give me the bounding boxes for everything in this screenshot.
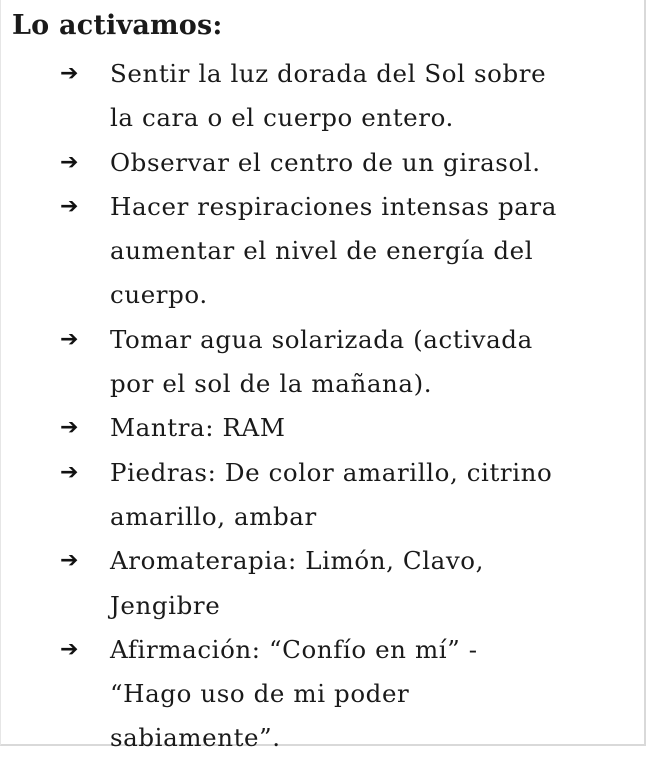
list-item-line: Mantra: RAM (110, 413, 286, 443)
list-item (60, 52, 645, 141)
list-item-line: Observar el centro de un girasol. (110, 147, 541, 177)
list-item-line: sabiamente”. (110, 723, 281, 753)
right-arrow-icon: ➔ (60, 326, 79, 352)
section-heading: Lo activamos: (12, 10, 223, 41)
right-arrow-icon: ➔ (60, 459, 79, 485)
list-item-line: amarillo, ambar (110, 501, 317, 531)
list-item-line: “Hago uso de mi poder (110, 679, 410, 709)
right-arrow-icon: ➔ (60, 193, 79, 219)
activation-list (60, 52, 645, 761)
list-item (60, 185, 645, 318)
right-arrow-icon: ➔ (60, 636, 79, 662)
list-item-line: la cara o el cuerpo entero. (110, 103, 454, 133)
list-item-line: Aromaterapia: Limón, Clavo, (110, 546, 485, 576)
list-item-text (110, 141, 645, 185)
list-item-line: cuerpo. (110, 280, 208, 310)
list-item-line: Tomar agua solarizada (activada (110, 324, 533, 354)
list-item (60, 141, 645, 185)
list-item-line: aumentar el nivel de energía del (110, 236, 534, 266)
list-item-text (110, 52, 645, 141)
list-item-line: Jengibre (110, 590, 221, 620)
list-item-text (110, 185, 645, 318)
list-item (60, 628, 645, 761)
list-item (60, 451, 645, 540)
list-item-line: por el sol de la mañana). (110, 369, 433, 399)
list-item (60, 406, 645, 450)
right-arrow-icon: ➔ (60, 61, 79, 86)
list-item-text (110, 318, 645, 407)
list-item-line: Sentir la luz dorada del Sol sobre (110, 59, 547, 88)
list-item (60, 539, 645, 628)
list-item-line: Hacer respiraciones intensas para (110, 191, 557, 221)
right-arrow-icon: ➔ (60, 149, 79, 175)
list-item-line: Piedras: De color amarillo, citrino (110, 457, 553, 487)
list-item-text (110, 539, 645, 628)
list-item-text (110, 451, 645, 540)
list-item-line: Afirmación: “Confío en mí” - (110, 634, 478, 664)
right-arrow-icon: ➔ (60, 415, 79, 441)
list-item-text (110, 406, 645, 450)
right-arrow-icon: ➔ (60, 548, 79, 574)
list-item (60, 318, 645, 407)
list-item-text (110, 628, 645, 761)
